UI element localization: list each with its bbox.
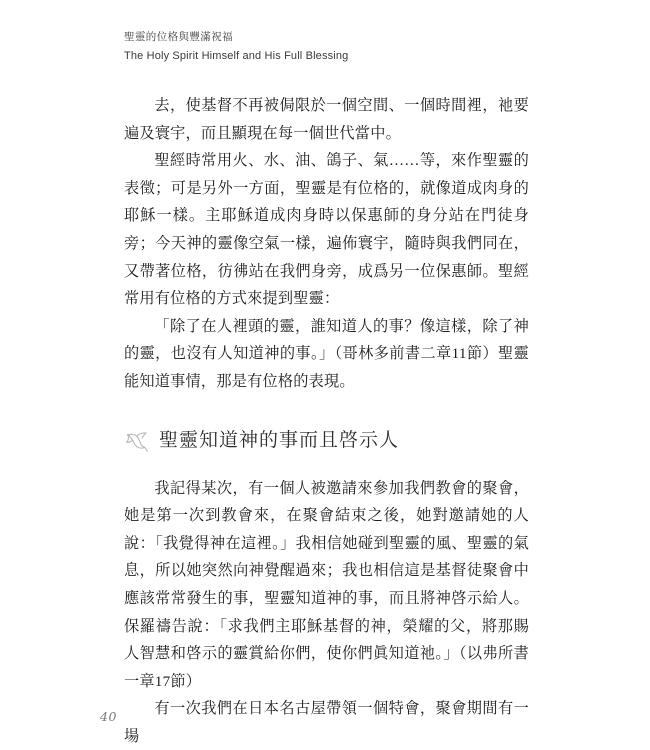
paragraph-scripture-1corinthians: 「除了在人裡頭的靈，誰知道人的事？像這樣，除了神的靈，也沒有人知道神的事。」（哥林多前書二章11節）聖靈能知道事情，那是有位格的表現。 (124, 317, 529, 390)
paragraph-testimony: 我記得某次，有一個人被邀請來參加我們教會的聚會，她是第一次到教會來，在聚會結束之後，她對邀請她的人說：「我覺得神在這裡。」我相信她碰到聖靈的風、聖靈的氣息，所以她突然向神覺醒過來；我也相信這是基督徒聚會中應該常常發生的事，聖靈知道神的事，而且將神啓示給人。保羅禱告說：「求我們主耶穌基督的神，榮耀的父，將那賜人智慧和啓示的靈賞給你們，使你們眞知道祂。」（以弗所書一章17節） (124, 479, 529, 690)
page-number: 40 (100, 709, 117, 724)
text-column (124, 92, 529, 750)
section-heading (124, 423, 529, 457)
paragraph-nagoya: 有一次我們在日本名古屋帶領一個特會，聚會期間有一場 (124, 700, 529, 745)
dove-icon (124, 429, 150, 453)
running-header-title-en: The Holy Spirit Himself and His Full Blessing (124, 50, 349, 62)
paragraph-spirit-symbols: 聖經時常用火、水、油、鴿子、氣……等，來作聖靈的表徵；可是另外一方面，聖靈是有位格的，就像道成肉身的耶穌一樣。主耶穌道成肉身時以保惠師的身分站在門徒身旁；今天神的靈像空氣一樣，遍佈寰宇，隨時與我們同在，又帶著位格，彷彿站在我們身旁，成爲另一位保惠師。聖經常用有位格的方式來提到聖靈： (124, 152, 529, 308)
section-heading-text: 聖靈知道神的事而且啓示人 (159, 428, 400, 451)
running-header (124, 30, 544, 64)
running-header-title-cn: 聖靈的位格與豐滿祝福 (124, 32, 233, 43)
paragraph-continuation: 去，使基督不再被侷限於一個空間、一個時間裡，祂要遍及寰宇，而且顯現在每一個世代當中。 (124, 97, 529, 142)
